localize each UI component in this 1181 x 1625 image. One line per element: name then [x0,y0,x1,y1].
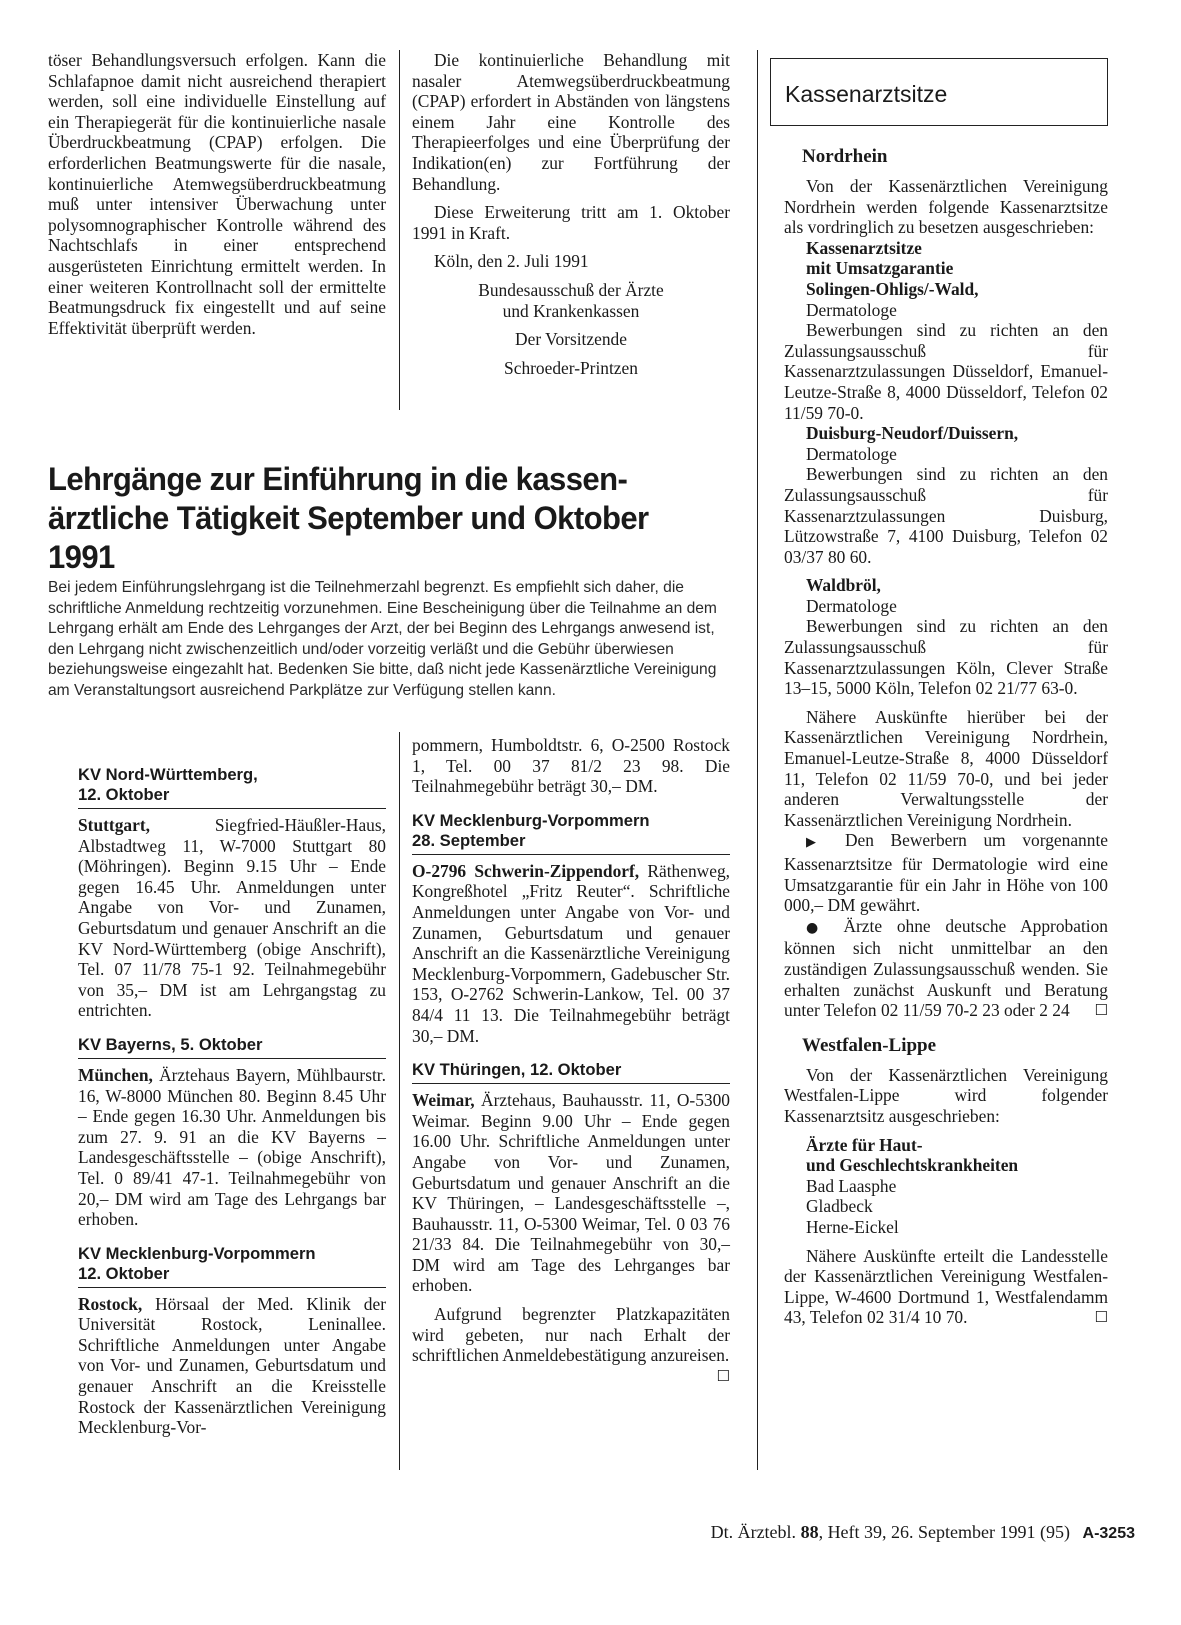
umsatz-note: ▶ Den Bewerbern um vorgenannte Kassenarztsitze für Dermatologie wird eine Umsatzgarantie für ein Jahr in Höhe von 100 000,– DM gewährt. [784,830,1108,916]
specialty: Dermatologe [806,299,897,320]
region-heading-nordrhein: Nordrhein [802,146,888,167]
application-address: Bewerbungen sind zu richten an den Zulassungsausschuß für Kassenarztzulassungen Köln, Clever Straße 13–15, 5000 Köln, Telefon 02 21/77 63-0. [784,616,1108,699]
course-nord-wuerttemberg [78,765,386,1021]
westfalen-info: Nähere Auskünfte erteilt die Landesstelle der Kassenärztlichen Vereinigung Westfalen-Lippe, W-4600 Dortmund 1, Westfalendamm 43, Telefon 02 31/4 10 70. ☐ [784,1245,1108,1328]
heading-rule [78,1287,386,1288]
kassenarztsitze-title-box [770,58,1108,126]
headline-line-2: ärztliche Tätigkeit September und Oktober 1991 [48,500,649,575]
course-bayerns [78,1035,386,1230]
course-text: Rostock, Hörsaal der Med. Klinik der Universität Rostock, Leninallee. Schriftliche Anmeldungen unter Angabe von Vor- und Zunamen, Geburtsdatum und genauer Anschrift an die Kreisstelle Rostock der Kassenärztlichen Vereinigung Mecklenburg-Vor- [78,1293,386,1438]
city-herne-eickel: Herne-Eickel [806,1216,899,1237]
application-address: Bewerbungen sind zu richten an den Zulassungsausschuß für Kassenarztzulassungen Duisburg, Lützowstraße 7, 4100 Duisburg, Telefon 02 03/37 80 60. [784,464,1108,567]
course-text: Weimar, Ärztehaus, Bauhausstr. 11, O-5300 Weimar. Beginn 9.00 Uhr – Ende gegen 16.00 Uhr. Schriftliche Anmeldungen unter Angabe von Vor- und Zunamen, Geburtsdatum und genauer Anschrift an die KV Thüringen, – Landesgeschäftsstelle –, Bauhausstr. 11, O-5300 Weimar, Tel. 0 03 76 21/33 84. Die Teilnahmegebühr von 30,– DM wird am Tage des Lehrganges bar erhoben. [412,1090,730,1296]
courses-middle-column [412,735,730,1386]
location-duisburg: Duisburg-Neudorf/Duissern, [806,423,1019,444]
course-heading: KV Mecklenburg-Vorpommern 12. Oktober [78,1243,316,1283]
region-heading-westfalen-lippe: Westfalen-Lippe [802,1034,937,1056]
cpap-paragraph: Die kontinuierliche Behandlung mit nasaler Atemwegsüberdruckbeatmung (CPAP) erfordert in Abständen von längstens einem Jahr eine Kontrolle des Therapieerfolges und eine Überprüfung der Indikation(en) zur Fortführung der Behandlung. [412,50,730,194]
nordrhein-intro: Von der Kassenärztlichen Vereinigung Nordrhein werden folgende Kassenarztsitze als vordringlich zu besetzen ausgeschrieben: [784,176,1108,238]
specialty: Dermatologe [806,443,897,464]
rostock-continuation: pommern, Humboldtstr. 6, O-2500 Rostock 1, Tel. 00 37 81/2 23 98. Die Teilnahmegebühr beträgt 30,– DM. [412,735,730,797]
specialty-heading: Ärzte für Haut- [806,1134,923,1155]
page-number: A-3253 [1082,1525,1135,1542]
journal-volume: 88 [800,1522,819,1542]
course-text: O-2796 Schwerin-Zippendorf, Räthenweg, Kongreßhotel „Fritz Reuter“. Schriftliche Anmeldungen unter Angabe von Vor- und Zunamen, Geburtsdatum und genauer Anschrift an die Kassenärztliche Vereinigung Mecklenburg-Vorpommern, Gadebuscher Str. 153, O-2762 Schwerin-Lankow, Tel. 00 37 84/4 11 13. Die Teilnahmegebühr beträgt 30,– DM. [412,860,730,1046]
signatory-name: Schroeder-Printzen [504,357,638,378]
approbation-note: ● Ärzte ohne deutsche Approbation können sich nicht unmittelbar an den zuständigen Zulassungsausschuß wenden. Sie erhalten zunächst Auskunft und Beratung unter Telefon 02 11/59 70-2 23 oder 2 24 ☐ [784,915,1108,1021]
top-left-column [48,50,386,338]
end-mark-icon: ☐ [1094,1001,1108,1020]
course-mecklenburg-rostock [78,1244,386,1438]
course-text: München, Ärztehaus Bayern, Mühlbaurstr. 16, W-8000 München 80. Beginn 8.45 Uhr – Ende gegen 16.30 Uhr. Anmeldungen bis zum 27. 9. 91 an die KV Bayerns – Landesgeschäftsstelle – (obige Anschrift), Tel. 0 89/41 47-1. Teilnahmegebühr von 20,– DM wird am Tage des Lehrgangs bar erhoben. [78,1064,386,1230]
arrow-right-icon: ▶ [806,835,829,851]
heading-rule [78,1058,386,1059]
location-waldbroel: Waldbröl, [806,575,881,596]
heading-rule [412,854,730,855]
heading-rule [412,1083,730,1084]
journal-name: Dt. Ärztebl. [710,1522,797,1542]
page-footer [711,1522,1135,1543]
org-line-1: Bundesausschuß der Ärzte [478,279,664,300]
article-headline [48,460,717,577]
city-gladbeck: Gladbeck [806,1196,873,1217]
section-title: Kassenarztsitze [785,81,948,107]
course-heading: KV Bayerns, 5. Oktober [78,1034,263,1054]
nordrhein-info: Nähere Auskünfte hierüber bei der Kassenärztlichen Vereinigung Nordrhein, Emanuel-Leutze-Straße 8, 4000 Düsseldorf 11, Telefon 02 11/59 70-0, und bei jeder anderen Verwaltungsstelle der Kassenärztlichen Vereinigung Nordrhein. [784,706,1108,830]
end-mark-icon: ☐ [1094,1308,1108,1327]
course-text: Stuttgart, Siegfried-Häußler-Haus, Albstadtweg 11, W-7000 Stuttgart 80 (Möhringen). Beginn 9.15 Uhr – Ende gegen 16.45 Uhr. Anmeldungen unter Angabe von Vor- und Zunamen, Geburtsdatum und genauer Anschrift an die KV Nord-Württemberg (obige Anschrift), Tel. 07 11/78 75-1 92. Teilnahmegebühr von 35,– DM ist am Lehrgangstag zu entrichten. [78,815,386,1021]
schlafapnoe-paragraph: töser Behandlungsversuch erfolgen. Kann die Schlafapnoe damit nicht ausreichend therapiert werden, soll eine individuelle Einstellung auf ein Therapiegerät für die kontinuierliche nasale Überdruckbeatmung (CPAP) erfolgen. Die erforderlichen Beatmungswerte für die nasale, kontinuierliche Atemwegsüberdruckbeatmung muß unter intensiver Überwachung unter polysomnographischer Kontrolle während des Nachtschlafs in einer entsprechend ausgerüsteten Einrichtung ermittelt werden. In einer weiteren Kontrollnacht soll der ermittelte Beatmungsdruck fix eingestellt und auf seine Effektivität überprüft werden. [48,50,386,338]
heading-rule [78,808,386,809]
course-heading: KV Nord-Württemberg, 12. Oktober [78,765,258,804]
intro-paragraph [48,578,740,701]
bullet-dot-icon: ● [806,919,829,936]
course-heading: KV Mecklenburg-Vorpommern 28. September [412,810,650,850]
effective-date-paragraph: Diese Erweiterung tritt am 1. Oktober 1991 in Kraft. [412,202,730,243]
right-column-divider [757,50,758,1470]
courses-left-column [78,765,386,1438]
org-line-2: und Krankenkassen [502,300,640,321]
course-thueringen [412,1060,730,1385]
end-mark-icon: ☐ [716,1366,730,1385]
application-address: Bewerbungen sind zu richten an den Zulassungsausschuß für Kassenarztzulassungen Düsseldorf, Emanuel-Leutze-Straße 8, 4000 Düsseldorf, Telefon 02 11/59 70-0. [784,320,1108,423]
location-solingen: Solingen-Ohligs/-Wald, [806,278,979,299]
course-heading: KV Thüringen, 12. Oktober [412,1060,622,1080]
listing-label: mit Umsatzgarantie [806,258,954,279]
place-date: Köln, den 2. Juli 1991 [434,251,589,272]
headline-line-1: Lehrgänge zur Einführung in die kassen- [48,461,628,497]
top-middle-column [412,50,730,378]
course-mecklenburg-schwerin [412,811,730,1046]
column-divider [399,50,400,410]
specialty-heading: und Geschlechtskrankheiten [806,1155,1019,1176]
city-bad-laasphe: Bad Laasphe [806,1175,897,1196]
specialty: Dermatologe [806,595,897,616]
course-column-divider [399,732,400,1470]
capacity-note: Aufgrund begrenzter Platzkapazitäten wird gebeten, nur nach Erhalt der schriftlichen Anmeldebestätigung anzureisen. ☐ [412,1304,730,1385]
intro-text: Bei jedem Einführungslehrgang ist die Teilnehmerzahl begrenzt. Es empfiehlt sich daher, die schriftliche Anmeldung rechtzeitig vorzunehmen. Eine Bescheinigung über die Teilnahme an dem Lehrgang erhält am Ende des Lehrganges der Arzt, der bei Beginn des Lehrgangs anwesend ist, den Lehrgang nicht zwischenzeitlich und/oder vorzeitig verläßt und die Gebühr überwiesen beziehungsweise eingezahlt hat. Bedenken Sie bitte, daß nicht jede Kassenärztliche Vereinigung am Veranstaltungsort ausreichend Parkplätze zur Verfügung stellen kann. [48,579,717,699]
issue-info: , Heft 39, 26. September 1991 (95) [818,1522,1071,1542]
westfalen-intro: Von der Kassenärztlichen Vereinigung Westfalen-Lippe wird folgender Kassenarztsitz ausgeschrieben: [784,1064,1108,1126]
listing-label: Kassenarztsitze [806,237,922,258]
signatory-role: Der Vorsitzende [515,329,627,350]
right-column [784,146,1108,1328]
